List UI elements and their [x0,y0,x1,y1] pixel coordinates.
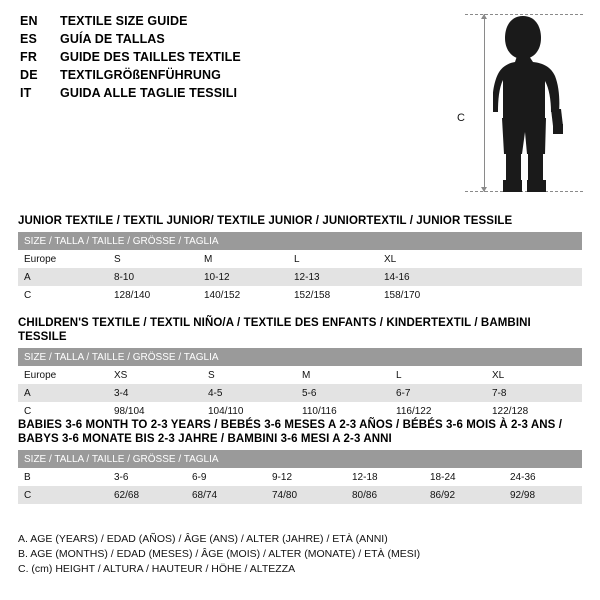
row-cell: 80/86 [346,486,424,504]
row-cell-empty [468,250,582,268]
header-title-text: GUÍA DE TALLAS [60,32,165,46]
header-block [20,14,440,104]
row-cell: 7-8 [486,384,582,402]
row-cell: 104/110 [202,402,296,420]
section-junior [18,214,582,304]
row-cell: 158/170 [378,286,468,304]
row-label: A [18,384,108,402]
row-cell: 68/74 [186,486,266,504]
table-row [18,250,582,268]
row-label: Europe [18,250,108,268]
row-cell: 24-36 [504,468,582,486]
header-row [20,32,440,50]
table-row [18,366,582,384]
table-header-label: SIZE / TALLA / TAILLE / GRÖSSE / TAGLIA [18,348,582,366]
row-cell: 152/158 [288,286,378,304]
row-cell: 122/128 [486,402,582,420]
row-cell: 6-9 [186,468,266,486]
row-cell: M [296,366,390,384]
row-cell: 86/92 [424,486,504,504]
row-cell: 5-6 [296,384,390,402]
row-label: Europe [18,366,108,384]
header-row [20,14,440,32]
section-title: JUNIOR TEXTILE / TEXTIL JUNIOR/ TEXTILE JUNIOR / JUNIORTEXTIL / JUNIOR TESSILE [18,215,513,227]
row-cell: 116/122 [390,402,486,420]
header-lang-code: DE [20,68,38,82]
row-cell-empty [468,268,582,286]
header-title-text: TEXTILGRÖßENFÜHRUNG [60,68,221,82]
row-cell: 8-10 [108,268,198,286]
junior-size-table [18,232,582,304]
row-cell: 12-13 [288,268,378,286]
table-row [18,268,582,286]
row-cell: XL [486,366,582,384]
row-cell: 4-5 [202,384,296,402]
row-label: C [18,402,108,420]
table-row [18,384,582,402]
row-cell: 9-12 [266,468,346,486]
row-cell: 14-16 [378,268,468,286]
measure-label-c: C [457,112,465,124]
header-lang-code: FR [20,50,38,64]
header-row [20,86,440,104]
header-row [20,68,440,86]
legend-line-b: B. AGE (MONTHS) / EDAD (MESES) / ÂGE (MOIS) / ALTER (MONATE) / ETÀ (MESI) [18,548,421,560]
row-label: B [18,468,108,486]
row-cell: S [108,250,198,268]
table-row [18,468,582,486]
row-cell: 128/140 [108,286,198,304]
legend-block [18,532,582,577]
row-cell: 74/80 [266,486,346,504]
header-lang-code: EN [20,14,38,28]
row-label: C [18,286,108,304]
legend-line-a: A. AGE (YEARS) / EDAD (AÑOS) / ÂGE (ANS) / ALTER (JAHRE) / ETÀ (ANNI) [18,533,388,545]
legend-line-c: C. (cm) HEIGHT / ALTURA / HAUTEUR / HÖHE / ALTEZZA [18,563,296,575]
table-header-label: SIZE / TALLA / TAILLE / GRÖSSE / TAGLIA [18,232,582,250]
row-label: A [18,268,108,286]
row-cell: 10-12 [198,268,288,286]
row-cell: 98/104 [108,402,202,420]
row-cell: L [288,250,378,268]
row-cell: 140/152 [198,286,288,304]
row-cell: XS [108,366,202,384]
section-children [18,316,582,420]
children-size-table [18,348,582,420]
child-silhouette-icon [493,14,585,194]
row-cell: 110/116 [296,402,390,420]
header-title-text: GUIDE DES TAILLES TEXTILE [60,50,241,64]
row-cell-empty [468,286,582,304]
row-cell: 18-24 [424,468,504,486]
table-row [18,286,582,304]
section-title: BABIES 3-6 MONTH TO 2-3 YEARS / BEBÉS 3-6 MESES A 2-3 AÑOS / BÉBÉS 3-6 MOIS À 2-3 ANS / BABYS 3-6 MONATE BIS 2-3 JAHRE / BAMBINI 3-6 MESI A 2-3 ANNI [18,419,562,445]
section-babies [18,418,582,504]
header-lang-code: IT [20,86,32,100]
row-cell: 12-18 [346,468,424,486]
row-cell: XL [378,250,468,268]
section-title: CHILDREN'S TEXTILE / TEXTIL NIÑO/A / TEXTILE DES ENFANTS / KINDERTEXTIL / BAMBINI TESSILE [18,317,531,343]
row-cell: 92/98 [504,486,582,504]
table-header-row [18,450,582,468]
row-cell: S [202,366,296,384]
measure-arrow [484,14,485,192]
row-cell: L [390,366,486,384]
row-cell: 3-4 [108,384,202,402]
height-measurement-figure [455,8,585,198]
babies-size-table [18,450,582,504]
table-header-label: SIZE / TALLA / TAILLE / GRÖSSE / TAGLIA [18,450,582,468]
table-header-row [18,348,582,366]
row-cell: 62/68 [108,486,186,504]
row-cell: M [198,250,288,268]
header-title-text: GUIDA ALLE TAGLIE TESSILI [60,86,238,100]
row-cell: 3-6 [108,468,186,486]
table-header-row [18,232,582,250]
header-lang-code: ES [20,32,38,46]
row-cell: 6-7 [390,384,486,402]
row-label: C [18,486,108,504]
header-row [20,50,440,68]
header-title-text: TEXTILE SIZE GUIDE [60,14,188,28]
table-row [18,486,582,504]
